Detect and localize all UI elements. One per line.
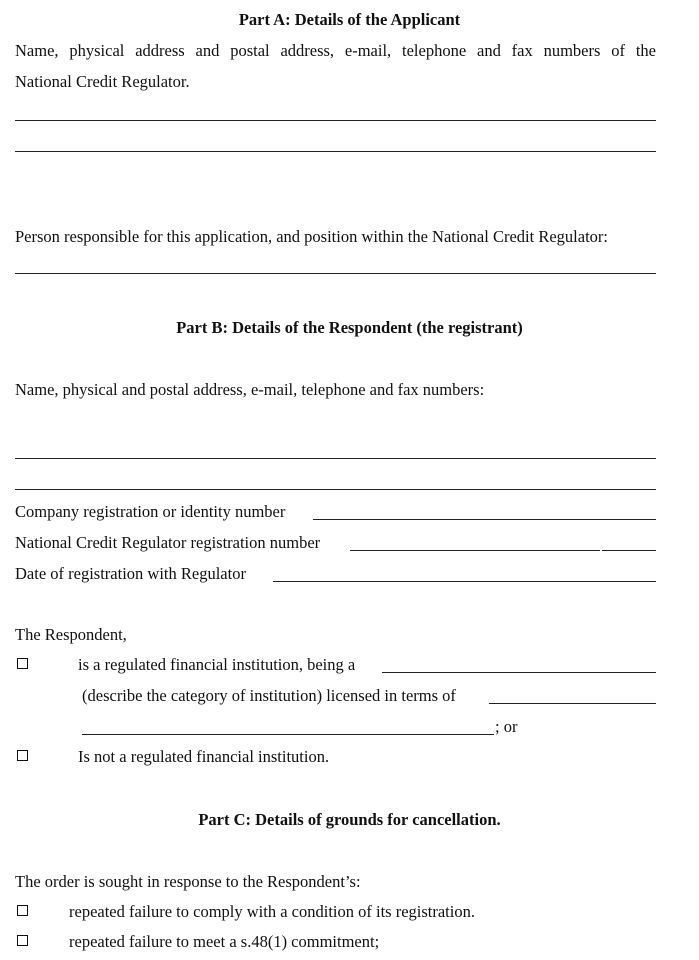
part-b-heading: Part B: Details of the Respondent (the registrant): [176, 318, 523, 337]
company-registration-label: Company registration or identity number: [15, 502, 286, 521]
regulated-institution-label: is a regulated financial institution, being a: [78, 655, 356, 674]
applicant-contact-label: Name, physical address and postal address, e-mail, telephone and fax numbers of the: [15, 41, 656, 60]
reason-commitment-label: repeated failure to meet a s.48(1) commitment;: [69, 932, 380, 951]
reason-condition-checkbox[interactable]: [17, 905, 28, 916]
licensed-in-terms-field-cont[interactable]: [82, 734, 494, 735]
date-registration-field[interactable]: [273, 581, 656, 582]
respondent-contact-label: Name, physical and postal address, e-mail, telephone and fax numbers:: [15, 380, 485, 399]
ncr-registration-field[interactable]: [350, 550, 600, 551]
licensed-in-terms-field[interactable]: [489, 703, 656, 704]
applicant-contact-line-2[interactable]: [15, 151, 656, 152]
reason-commitment-checkbox[interactable]: [17, 935, 28, 946]
part-c-heading: Part C: Details of grounds for cancellation.: [198, 810, 501, 829]
respondent-contact-line-2[interactable]: [15, 489, 656, 490]
company-registration-field[interactable]: [313, 519, 656, 520]
respondent-label: The Respondent,: [15, 625, 127, 644]
not-regulated-institution-label: Is not a regulated financial institution.: [78, 747, 330, 766]
or-suffix: ; or: [495, 717, 518, 736]
not-regulated-institution-checkbox[interactable]: [17, 750, 28, 761]
respondent-contact-line-1[interactable]: [15, 458, 656, 459]
person-responsible-label: Person responsible for this application, and position within the National Credit Regulator:: [15, 227, 608, 246]
institution-category-field[interactable]: [382, 672, 656, 673]
ncr-registration-field-end[interactable]: [602, 550, 656, 551]
reason-condition-label: repeated failure to comply with a condition of its registration.: [69, 902, 475, 921]
applicant-contact-label-cont: National Credit Regulator.: [15, 72, 190, 91]
order-sought-label: The order is sought in response to the Respondent’s:: [15, 872, 361, 891]
ncr-registration-label: National Credit Regulator registration number: [15, 533, 321, 552]
part-a-heading: Part A: Details of the Applicant: [238, 10, 461, 29]
person-responsible-line[interactable]: [15, 273, 656, 274]
licensed-in-terms-label: (describe the category of institution) licensed in terms of: [82, 686, 456, 705]
regulated-institution-checkbox[interactable]: [17, 658, 28, 669]
applicant-contact-line-1[interactable]: [15, 120, 656, 121]
date-registration-label: Date of registration with Regulator: [15, 564, 246, 583]
